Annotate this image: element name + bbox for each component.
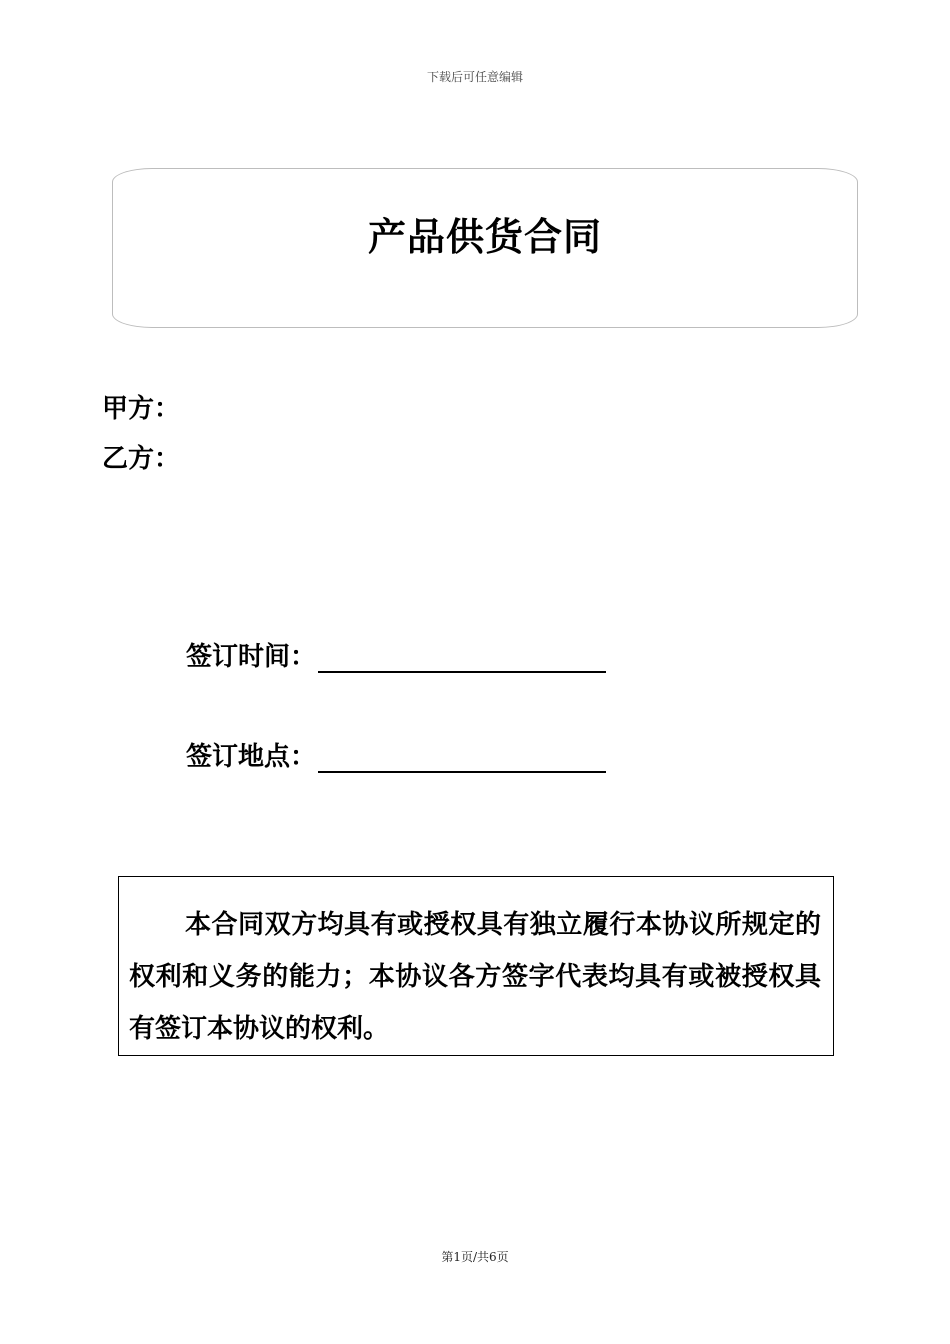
notice-box [118, 876, 834, 1056]
sign-place-row [186, 736, 606, 773]
sign-time-label: 签订时间： [186, 642, 317, 672]
party-a-label: 甲方： [102, 394, 181, 424]
document-title: 产品供货合同 [367, 214, 602, 259]
party-b-label: 乙方： [102, 444, 181, 474]
sign-time-row [186, 636, 606, 673]
sign-place-label: 签订地点： [186, 742, 317, 772]
page-footer: 第1页/共6页 [441, 1250, 509, 1264]
sign-time-blank[interactable] [318, 643, 606, 673]
notice-text: 本合同双方均具有或授权具有独立履行本协议所规定的权利和义务的能力；本协议各方签字代表均具有或被授权具有签订本协议的权利。 [129, 910, 821, 1044]
header-note: 下载后可任意编辑 [426, 70, 523, 84]
sign-place-blank[interactable] [318, 743, 606, 773]
